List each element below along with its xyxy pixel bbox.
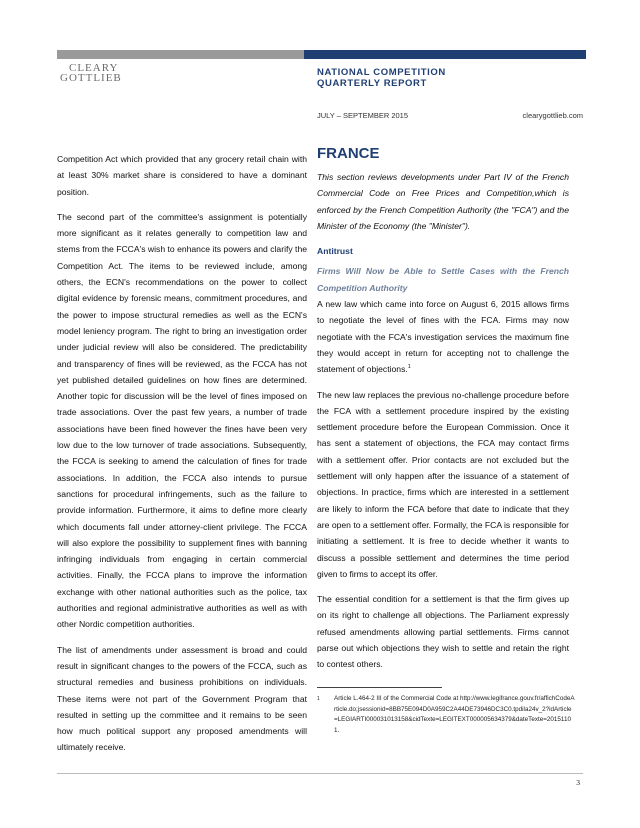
right-paragraph-2: The new law replaces the previous no-challenge procedure before the FCA with a settlement procedure inspired by the existing settlement procedure before the European Commission. Once it has sent a statement of objections, the FCA may contact firms with a settlement offer. Prior contacts are not excluded but the settlement will only happen after the issuance of a statement of objections. In practice, firms which are interested in a settlement are likely to inform the FCA before that date to indicate that they are open to a settlement offer. Formally, the FCA is responsible for initiating a settlement. It is free to decide whether it wants to discuss a possible settlement and determines the time period given to firms to accept its offer. (317, 389, 569, 579)
left-paragraph-1: Competition Act which provided that any grocery retail chain with at least 30% market share is considered to have a dominant position. (57, 154, 307, 197)
report-date: JULY – SEPTEMBER 2015 (317, 111, 409, 120)
right-paragraph-3: The essential condition for a settlement is that the firm gives up on its right to challenge all objections. The Parliament expressly refused amendments allowing partial settlements. Firms cannot parse out which objections they wish to settle and retain the right to contest others. (317, 594, 569, 670)
report-title-line-2: QUARTERLY REPORT (317, 78, 427, 89)
footnote-ref-1[interactable]: 1 (407, 364, 411, 371)
footnote-divider (317, 687, 442, 688)
article-heading: Firms Will Now be Able to Settle Cases with the French Competition Authority (317, 266, 569, 293)
right-paragraph-1-text: A new law which came into force on August 6, 2015 allows firms to negotiate the level of fines with the FCA. Firms may now negotiate with the FCA's investigation services the maximum fine they would accept in return for accepting not to challenge the statement of objections. (317, 299, 569, 375)
report-title (317, 67, 446, 89)
logo-line-2: GOTTLIEB (60, 72, 122, 84)
site-link[interactable]: clearygottlieb.com (522, 111, 583, 120)
footnote (317, 694, 575, 736)
header-bar-blue (304, 50, 586, 59)
page-number: 3 (576, 778, 580, 787)
footnote-number: 1 (317, 696, 320, 702)
left-paragraph-3: The list of amendments under assessment is broad and could result in significant changes to the powers of the FCCA, such as structural remedies and business prohibitions on individuals. These items were not part of the Government Program that resulted in setting up the committee and it remains to be seen how much political support any proposed amendments will ultimately receive. (57, 644, 307, 753)
subheading-antitrust: Antitrust (317, 246, 353, 257)
section-intro: This section reviews developments under Part IV of the French Commercial Code on Free Prices and Competition,which is enforced by the French Competition Authority (the "FCA") and the Minister of the Economy (the "Minister"). (317, 172, 569, 231)
left-paragraph-2: The second part of the committee's assignment is potentially more significant as it relates generally to competition law and stems from the FCCA's wish to enhance its powers and clarify the Competition Act. The items to be reviewed include, among others, the ECN's recommendations on the power to collect digital evidence by forensic means, commitment procedures, and the power to impose structural remedies as well as the ECN's model leniency program. The right to bring an investigation order under judicial review will also be considered. The predictability and transparency of fines will be reviewed, as the FCCA has not yet published detailed guidelines on how fines are determined. Another topic for discussion will be the level of fines imposed on trade associations. Over the past few years, a number of trade associations have been fined however the fines have been very low due to the low turnover of trade associations. Subsequently, the FCCA is seeking to amend the calculation of fines for trade associations. In addition, the FCCA also intends to pursue sanctions for procedural infringements, such as the failure to provide information. Furthermore, it aims to define more clearly which documents fall under attorney-client privilege. The FCCA will also explore the possibility to supplement fines with banning infringing individuals from engaging in certain commercial activities. Finally, the FCCA plans to improve the information exchange with other national authorities such as the police, tax authorities and regional administrative authorities as well as with other Nordic competition authorities. (57, 211, 308, 630)
report-title-line-1: NATIONAL COMPETITION (317, 67, 446, 78)
right-paragraph-1 (317, 296, 569, 377)
section-title-france: FRANCE (317, 145, 380, 162)
right-column (317, 145, 569, 682)
header-bar-grey (57, 50, 304, 59)
footnote-text[interactable]: Article L.464-2 III of the Commercial Code at http://www.legifrance.gouv.fr/affichCodeArticle.do;jsessionid=8BB75E094D0A959C2A44DE73946DC3C0.tpdila24v_2?idArticle=LEGIARTI000031013158&cidTexte=LEGITEXT000005634379&dateTexte=20151101. (334, 695, 575, 734)
cleary-gottlieb-logo (60, 63, 122, 83)
logo-line-1: CLEARY (69, 62, 119, 74)
footer-divider (57, 773, 583, 774)
left-column (57, 151, 307, 765)
